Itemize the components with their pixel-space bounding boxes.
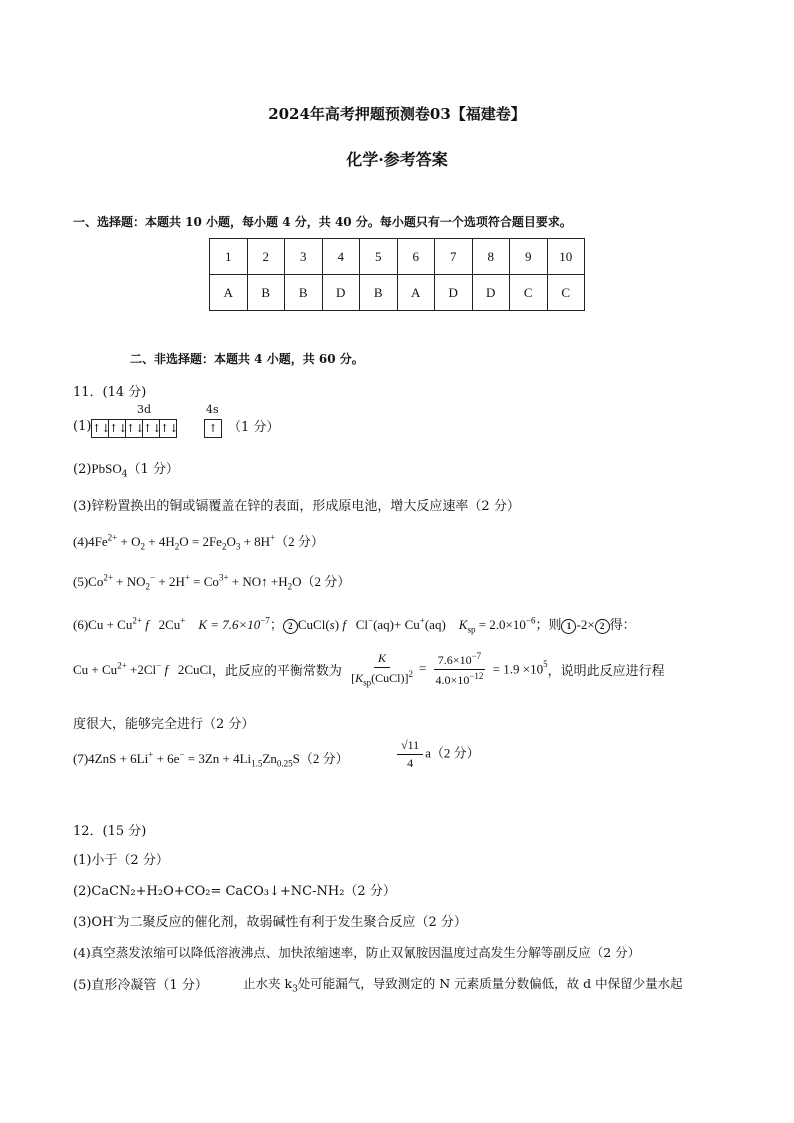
part-prefix: (1) — [73, 419, 92, 434]
score: （1 分） — [228, 420, 280, 435]
q11-part6-line1: $(6)Cu + Cu^{2+}$ f 2Cu+ $K = 7.6\times 10^{-7}$； 2 CuCl(s) f Cl−(aq)+ Cu+(aq) $K_{sp} = 2.0\times 10^{-6}$；则 1 -2× 2 得： — [73, 615, 636, 635]
q11-part6-line3: 度很大，能够完全进行（2 分） — [73, 717, 255, 732]
q11-part4: $(4)4Fe^{2+} + O_2 + 4H_2O = 2Fe_2O_3 + 8H^+(2$ 分） — [73, 532, 324, 552]
table-cell: D — [472, 275, 510, 311]
formula: PbSO — [91, 461, 122, 476]
part-prefix: (5) — [73, 574, 89, 589]
table-cell: D — [322, 275, 360, 311]
section1-heading: 一、选择题：本题共 10 小题，每小题 4 分，共 40 分。每小题只有一个选项符合题目要求。 — [73, 215, 572, 229]
part-prefix: (6) — [73, 617, 89, 632]
page-subtitle: 化学·参考答案 — [346, 150, 448, 169]
circled-1-icon: 1 — [561, 619, 576, 634]
q12-part2: (2)CaCN₂+H₂O+CO₂= CaCO₃↓+NC-NH₂（2 分） — [73, 884, 396, 899]
table-cell: 6 — [397, 239, 435, 275]
table-cell: B — [360, 275, 398, 311]
orbital-box: ↑ — [204, 419, 221, 438]
table-cell: 8 — [472, 239, 510, 275]
score: （2 分） — [430, 745, 480, 761]
q12-part3 — [73, 911, 467, 930]
q11-part5: $(5)Co^{2+} + NO_2^- + 2H^+ = Co^{3+}$ + NO↑ $+H_2O(2$ 分） — [73, 572, 351, 592]
score: （2 分） — [301, 574, 351, 589]
exponent: −7 — [260, 615, 270, 626]
fraction-numerator: 7.6×10 — [437, 653, 472, 667]
score: （2 分） — [275, 534, 324, 549]
table-cell: 2 — [247, 239, 285, 275]
orbital-box: ↑↓ — [91, 419, 108, 438]
part-prefix: (4) — [73, 534, 89, 549]
table-cell: 5 — [360, 239, 398, 275]
text: ；则 — [535, 617, 562, 632]
table-cell: 9 — [510, 239, 548, 275]
table-cell: B — [285, 275, 323, 311]
label-3d: 3d — [137, 403, 152, 416]
circled-2-icon: 2 — [595, 619, 610, 634]
orbital-box: ↑↓ — [142, 419, 159, 438]
text: 处可能漏气，导致测定的 N 元素质量分数偏低，故 d 中保留少量水起 — [297, 976, 683, 991]
label-4s: 4s — [206, 403, 219, 416]
table-cell: C — [547, 275, 585, 311]
variable: a — [425, 745, 431, 761]
fraction-numerator: K — [374, 651, 390, 668]
table-row-answers — [210, 275, 585, 311]
exponent: −12 — [469, 671, 484, 681]
table-cell: 7 — [435, 239, 473, 275]
fraction-denominator: 4 — [407, 756, 414, 770]
q11-title: 11．(14 分) — [73, 385, 147, 400]
q11-part3: (3)锌粉置换出的铜或镉覆盖在锌的表面，形成原电池，增大反应速率（2 分） — [73, 499, 520, 514]
orbital-4s — [204, 419, 222, 438]
q12-part5a: (5)直形冷凝管（1 分） — [73, 978, 208, 993]
fraction-values — [432, 651, 488, 688]
q12-part5b — [243, 974, 683, 995]
fraction-numerator: √11 — [397, 738, 423, 755]
table-cell: B — [247, 275, 285, 311]
part-prefix: (7) — [73, 751, 89, 766]
exponent: −7 — [471, 651, 482, 661]
orbital-box: ↑↓ — [108, 419, 125, 438]
table-cell: 3 — [285, 239, 323, 275]
table-cell: 1 — [210, 239, 248, 275]
q11-part7: $(7)4ZnS + 6Li^+ + 6e^- = 3Zn + 4Li_{1.5}Zn_{0.25}S(2$ 分） — [73, 749, 349, 769]
result: = 1.9 ×10 — [492, 661, 544, 677]
text: ，此反应的平衡常数为 — [211, 663, 342, 678]
score: （2 分） — [299, 751, 349, 766]
table-cell: A — [210, 275, 248, 311]
equilibrium-constant: K = 7.6×10 — [198, 617, 261, 632]
superscript: - — [113, 913, 117, 924]
orbital-box: ↑↓ — [159, 419, 176, 438]
table-row-numbers — [210, 239, 585, 275]
text: ，说明此反应进行程 — [547, 663, 665, 678]
text: 为二聚反应的催化剂，故弱碱性有利于发生聚合反应（2 分） — [116, 915, 467, 930]
table-cell: A — [397, 275, 435, 311]
subscript: 4 — [121, 469, 128, 480]
exponent: 5 — [543, 659, 548, 670]
section2-heading: 二、非选择题：本题共 4 小题，共 60 分。 — [130, 352, 364, 366]
table-cell: 10 — [547, 239, 585, 275]
orbital-box: ↑↓ — [125, 419, 142, 438]
fraction-sqrt11-over-4 — [397, 738, 423, 771]
q12-part4: (4)真空蒸发浓缩可以降低溶液沸点、加快浓缩速率，防止双氰胺因温度过高发生分解等副反应（2 分） — [73, 945, 641, 960]
table-cell: D — [435, 275, 473, 311]
q11-part2 — [73, 458, 179, 480]
circled-2-icon: 2 — [283, 619, 298, 634]
q12-part1: (1)小于（2 分） — [73, 853, 169, 868]
score: （1 分） — [127, 462, 179, 477]
text: 止水夹 k — [243, 976, 293, 991]
part-prefix: (2) — [73, 462, 92, 477]
orbital-3d — [91, 419, 177, 438]
fraction-denominator: 4.0×10 — [435, 673, 470, 687]
table-cell: C — [510, 275, 548, 311]
q11-part6-line2: $Cu + Cu^{2+} +2Cl^-$ f 2CuCl，此反应的平衡常数为 $\frac{K}{[K_{sp}(CuCl)]^2}$ = $\frac{7.6\times 10^{-7}}{4.0\times 10^{-12}}$ = $1.9 \times 10^5$，说明此反应进行程 — [73, 651, 665, 688]
answer-table — [209, 238, 585, 311]
text: (3)OH — [73, 915, 114, 930]
q11-part7-answer2 — [395, 738, 480, 771]
page-title: 2024年高考押题预测卷03【福建卷】 — [268, 105, 526, 123]
q12-title: 12．(15 分) — [73, 824, 147, 839]
fraction-k-over-ksp: $\frac{K}{[K_{sp}(CuCl)]^2}$ — [351, 651, 413, 688]
table-cell: 4 — [322, 239, 360, 275]
subscript: 3 — [292, 984, 298, 995]
text: 得： — [609, 617, 636, 632]
